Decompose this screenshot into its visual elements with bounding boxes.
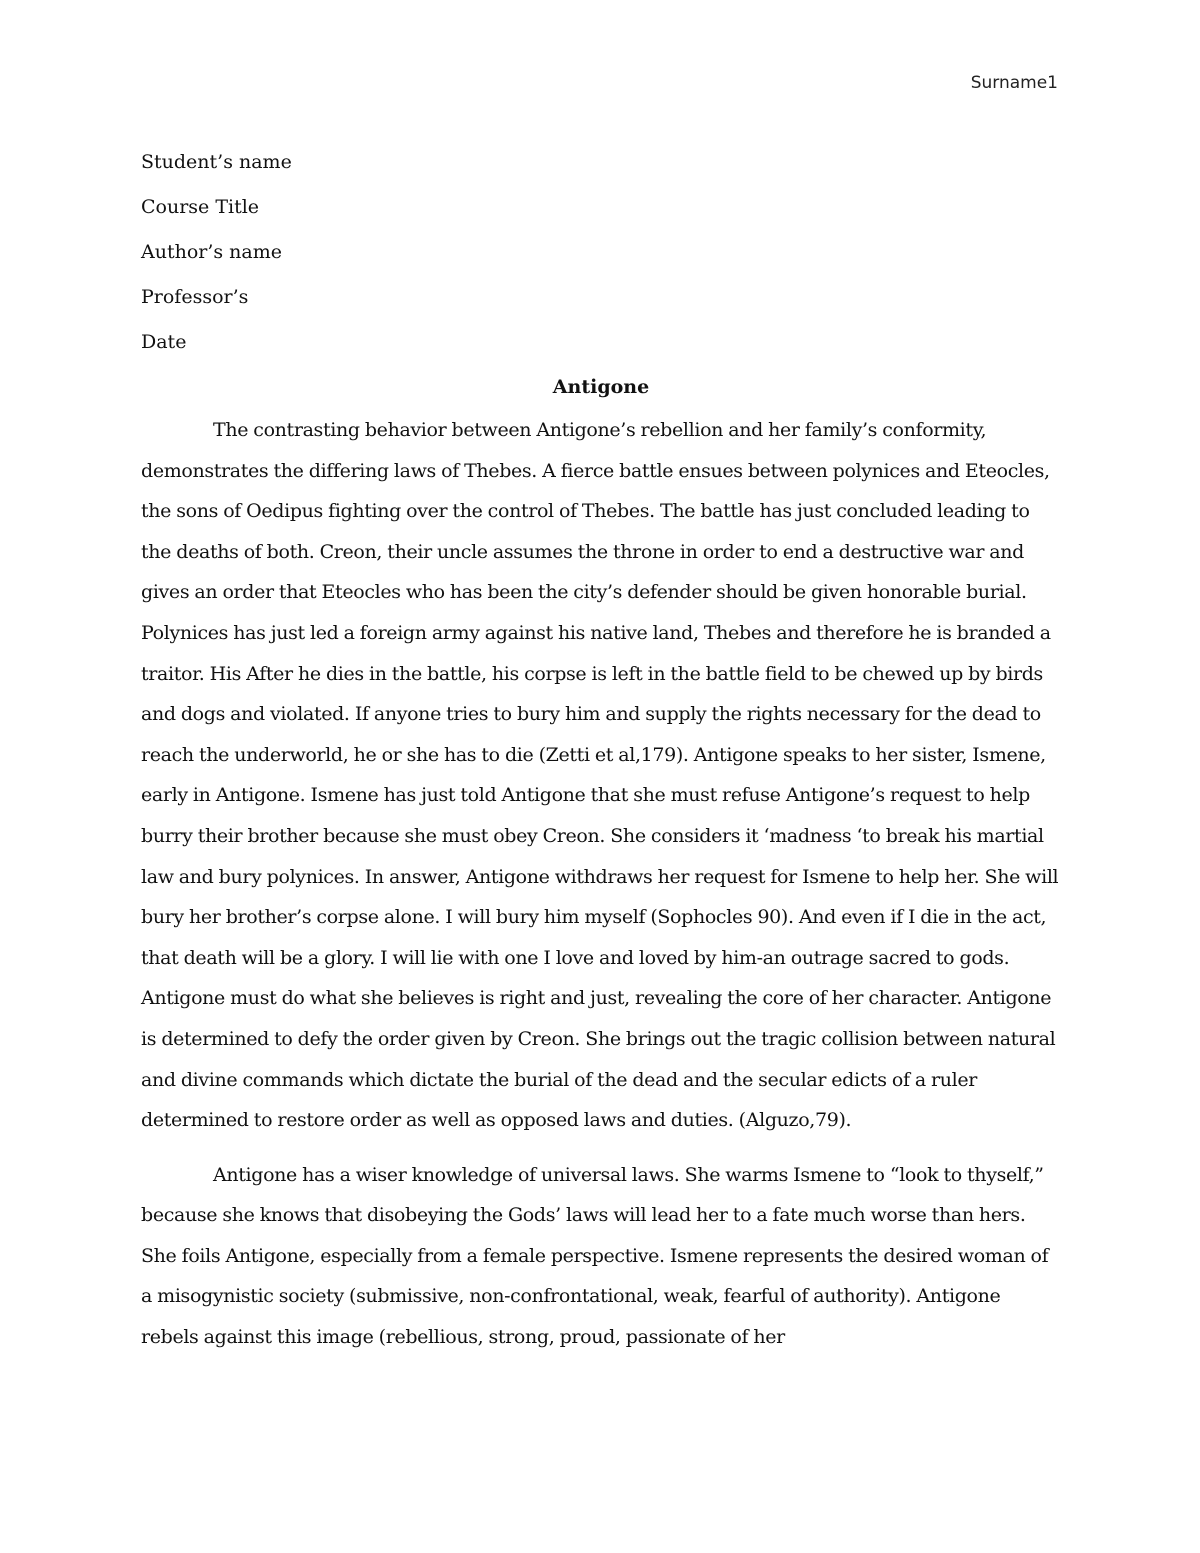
body-paragraph-1: The contrasting behavior between Antigone’s rebellion and her family’s conformity, demonstrates the differing laws of Thebes. A fierce battle ensues between polynices and Eteocles, the sons of Oedipus fighting over the control of Thebes. The battle has just concluded leading to the deaths of both. Creon, their uncle assumes the throne in order to end a destructive war and gives an order that Eteocles who has been the city’s defender should be given honorable burial. Polynices has just led a foreign army against his native land, Thebes and therefore he is branded a traitor. His After he dies in the battle, his corpse is left in the battle field to be chewed up by birds and dogs and violated. If anyone tries to bury him and supply the rights necessary for the dead to reach the underworld, he or she has to die (Zetti et al,179). Antigone speaks to her sister, Ismene, early in Antigone. Ismene has just told Antigone that she must refuse Antigone’s request to help burry their brother because she must obey Creon. She considers it ‘madness ‘to break his martial law and bury polynices. In answer, Antigone withdraws her request for Ismene to help her. She will bury her brother’s corpse alone. I will bury him myself (Sophocles 90). And even if I die in the act, that death will be a glory. I will lie with one I love and loved by him-an outrage sacred to gods. Antigone must do what she believes is right and just, revealing the core of her character. Antigone is determined to defy the order given by Creon. She brings out the tragic collision between natural and divine commands which dictate the burial of the dead and the secular edicts of a ruler determined to restore order as well as opposed laws and duties. (Alguzo,79).: [141, 419, 1059, 1132]
body-paragraph-2: Antigone has a wiser knowledge of universal laws. She warms Ismene to “look to thyself,” because she knows that disobeying the Gods’ laws will lead her to a fate much worse than hers. She foils Antigone, especially from a female perspective. Ismene represents the desired woman of a misogynistic society (submissive, non-confrontational, weak, fearful of authority). Antigone rebels against this image (rebellious, strong, proud, passionate of her: [141, 1163, 1049, 1349]
header-course-title: Course Title: [141, 196, 260, 218]
running-head: Surname1: [970, 73, 1058, 93]
header-student-name: Student’s name: [141, 151, 292, 173]
document-title: Antigone: [552, 376, 650, 398]
header-author-name: Author’s name: [141, 241, 283, 263]
header-date: Date: [141, 331, 187, 353]
header-professor: Professor’s: [141, 286, 249, 308]
document-body: [141, 140, 1061, 1358]
